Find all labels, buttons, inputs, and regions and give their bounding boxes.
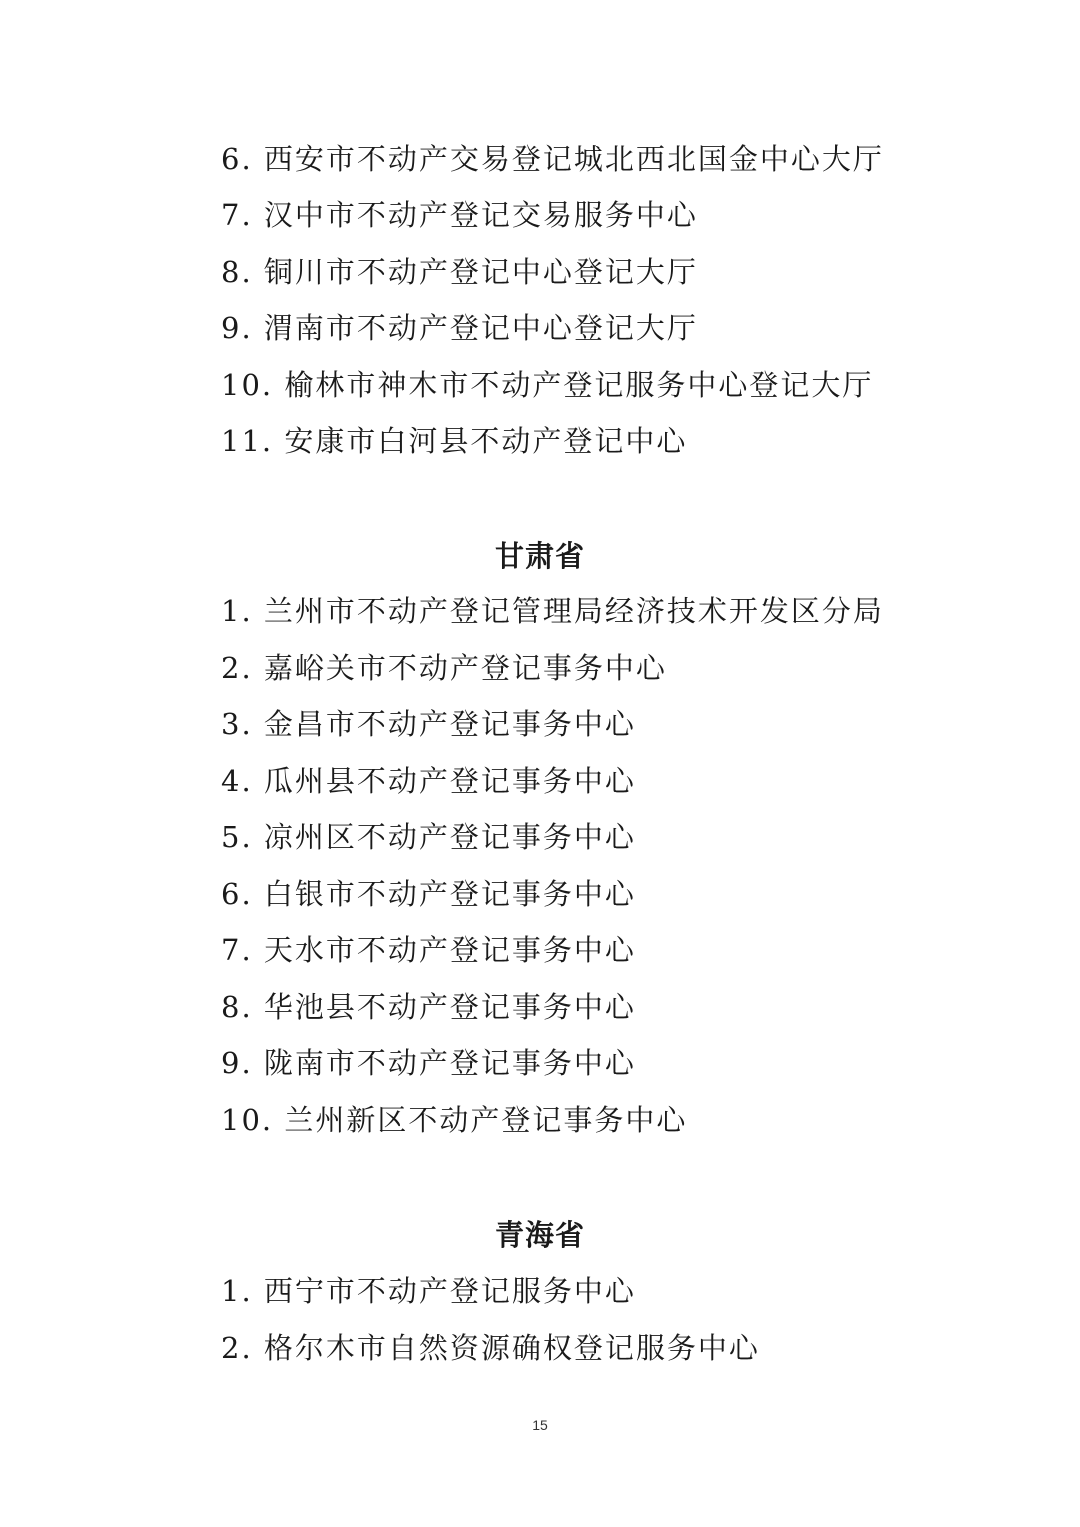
- list-item: 9. 渭南市不动产登记中心登记大厅: [221, 311, 698, 345]
- list-item: 10. 榆林市神木市不动产登记服务中心登记大厅: [221, 368, 874, 402]
- list-item: 1. 西宁市不动产登记服务中心: [221, 1274, 636, 1308]
- list-item: 8. 铜川市不动产登记中心登记大厅: [221, 255, 698, 289]
- section-heading-gansu: 甘肃省: [494, 539, 585, 573]
- list-item: 3. 金昌市不动产登记事务中心: [221, 707, 636, 741]
- list-item: 10. 兰州新区不动产登记事务中心: [221, 1103, 688, 1137]
- list-item: 2. 格尔木市自然资源确权登记服务中心: [221, 1331, 760, 1365]
- list-item: 6. 西安市不动产交易登记城北西北国金中心大厅: [221, 142, 884, 176]
- list-item: 8. 华池县不动产登记事务中心: [221, 990, 636, 1024]
- list-item: 9. 陇南市不动产登记事务中心: [221, 1046, 636, 1080]
- section-heading-qinghai: 青海省: [494, 1218, 585, 1252]
- list-item: 4. 瓜州县不动产登记事务中心: [221, 764, 636, 798]
- list-item: 7. 天水市不动产登记事务中心: [221, 933, 636, 967]
- page-number: 15: [532, 1417, 548, 1433]
- list-item: 5. 凉州区不动产登记事务中心: [221, 820, 636, 854]
- list-item: 1. 兰州市不动产登记管理局经济技术开发区分局: [221, 594, 884, 628]
- list-item: 2. 嘉峪关市不动产登记事务中心: [221, 651, 667, 685]
- list-item: 6. 白银市不动产登记事务中心: [221, 877, 636, 911]
- list-item: 7. 汉中市不动产登记交易服务中心: [221, 198, 698, 232]
- list-item: 11. 安康市白河县不动产登记中心: [221, 424, 688, 458]
